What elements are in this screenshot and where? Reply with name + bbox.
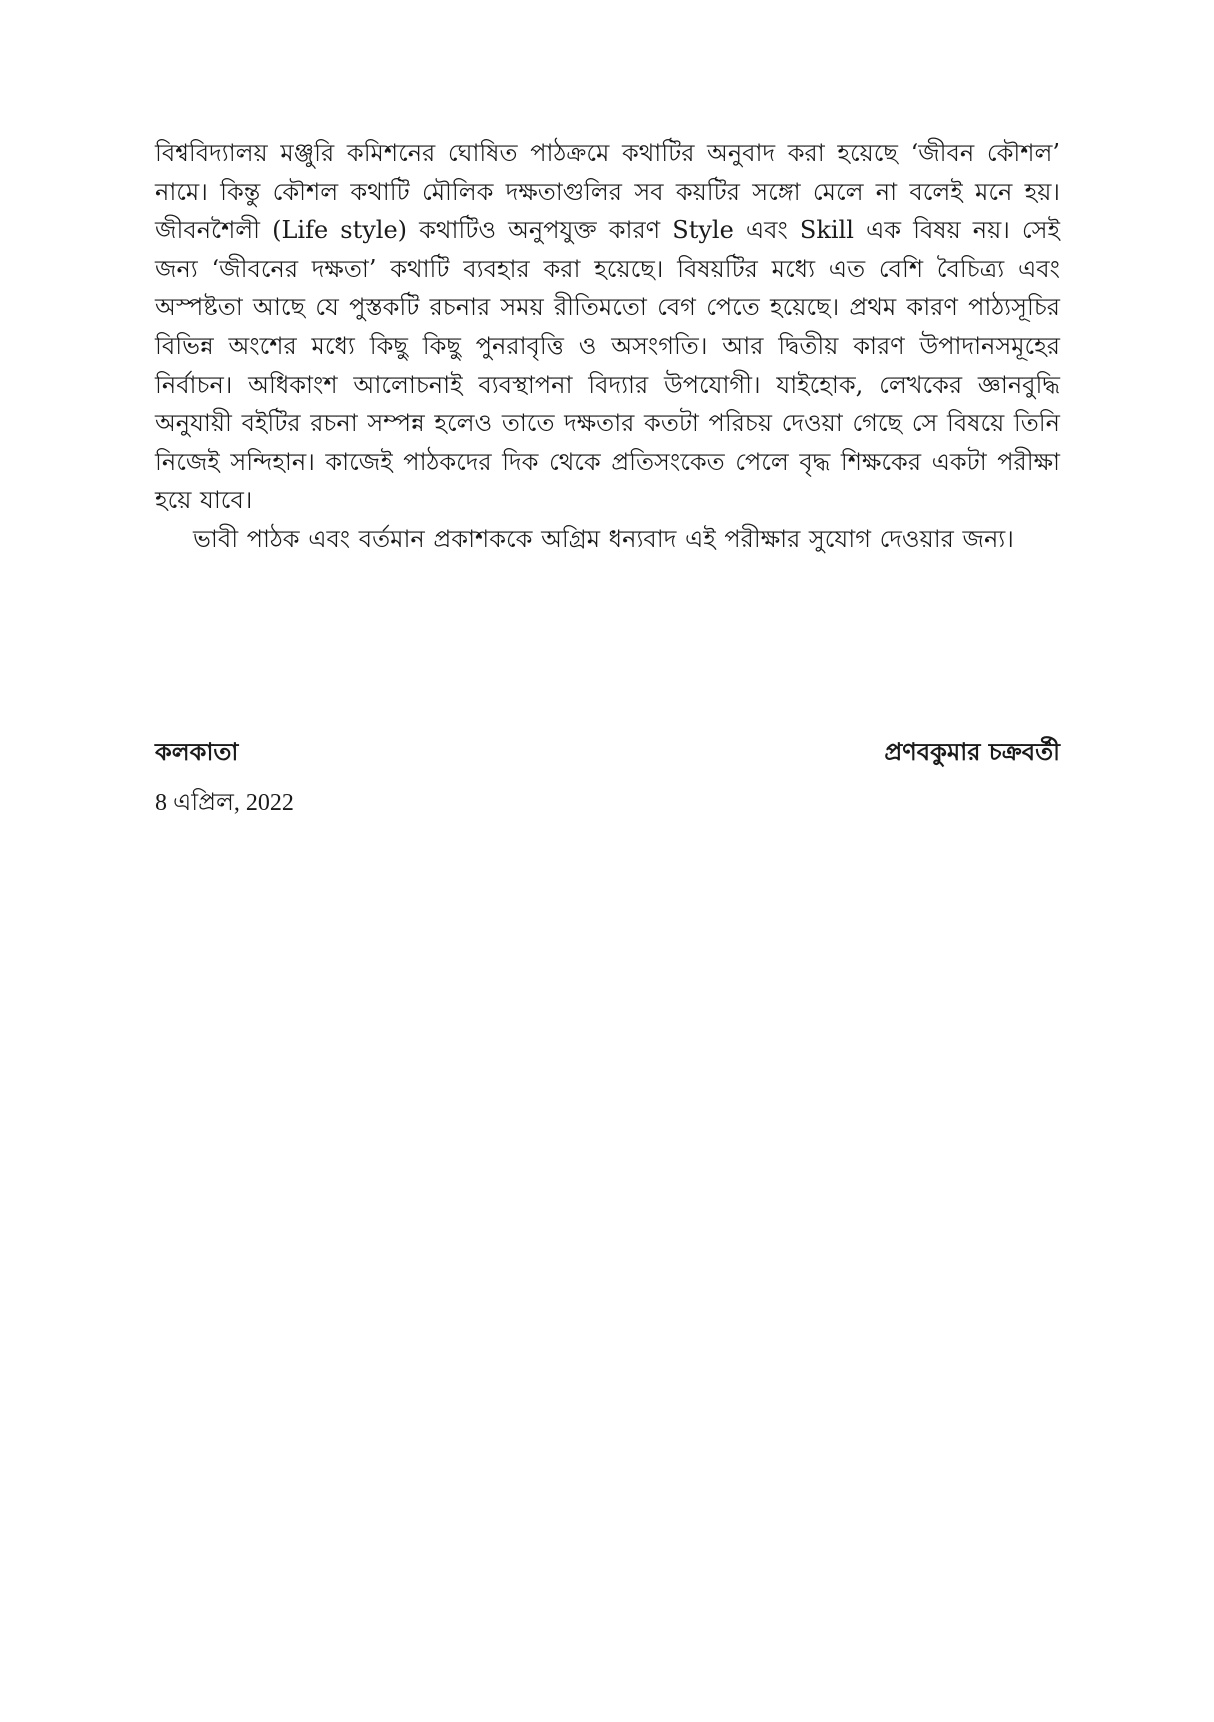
place-name: কলকাতা [155, 737, 239, 766]
date-line: 8 এপ্রিল, 2022 [155, 790, 294, 816]
paragraph-1: বিশ্ববিদ্যালয় মঞ্জুরি কমিশনের ঘোষিত পাঠক্রমে কথাটির অনুবাদ করা হয়েছে ‘জীবন কৌশল’ নামে। কিন্তু কৌশল কথাটি মৌলিক দক্ষতাগুলির সব কয়টির সঙ্গো মেলে না বলেই মনে হয়। জীবনশৈলী (Life style) কথাটিও অনুপযুক্ত কারণ Style এবং Skill এক বিষয় নয়। সেই জন্য ‘জীবনের দক্ষতা’ কথাটি ব্যবহার করা হয়েছে। বিষয়টির মধ্যে এত বেশি বৈচিত্র্য এবং অস্পষ্টতা আছে যে পুস্তকটি রচনার সময় রীতিমতো বেগ পেতে হয়েছে। প্রথম কারণ পাঠ্যসূচির বিভিন্ন অংশের মধ্যে কিছু কিছু পুনরাবৃত্তি ও অসংগতি। আর দ্বিতীয় কারণ উপাদানসমূহের নির্বাচন। অধিকাংশ আলোচনাই ব্যবস্থাপনা বিদ্যার উপযোগী। যাইহোক, লেখকের জ্ঞানবুদ্ধি অনুযায়ী বইটির রচনা সম্পন্ন হলেও তাতে দক্ষতার কতটা পরিচয় দেওয়া গেছে সে বিষয়ে তিনি নিজেই সন্দিহান। কাজেই পাঠকদের দিক থেকে প্রতিসংকেত পেলে বৃদ্ধ শিক্ষকের একটা পরীক্ষা হয়ে যাবে। [155, 139, 1060, 515]
author-signature: প্রণবকুমার চক্রবর্তী [884, 737, 1060, 766]
paragraph-2: ভাবী পাঠক এবং বর্তমান প্রকাশককে অগ্রিম ধন্যবাদ এই পরীক্ষার সুযোগ দেওয়ার জন্য। [193, 524, 1014, 553]
body-text [155, 134, 1060, 559]
